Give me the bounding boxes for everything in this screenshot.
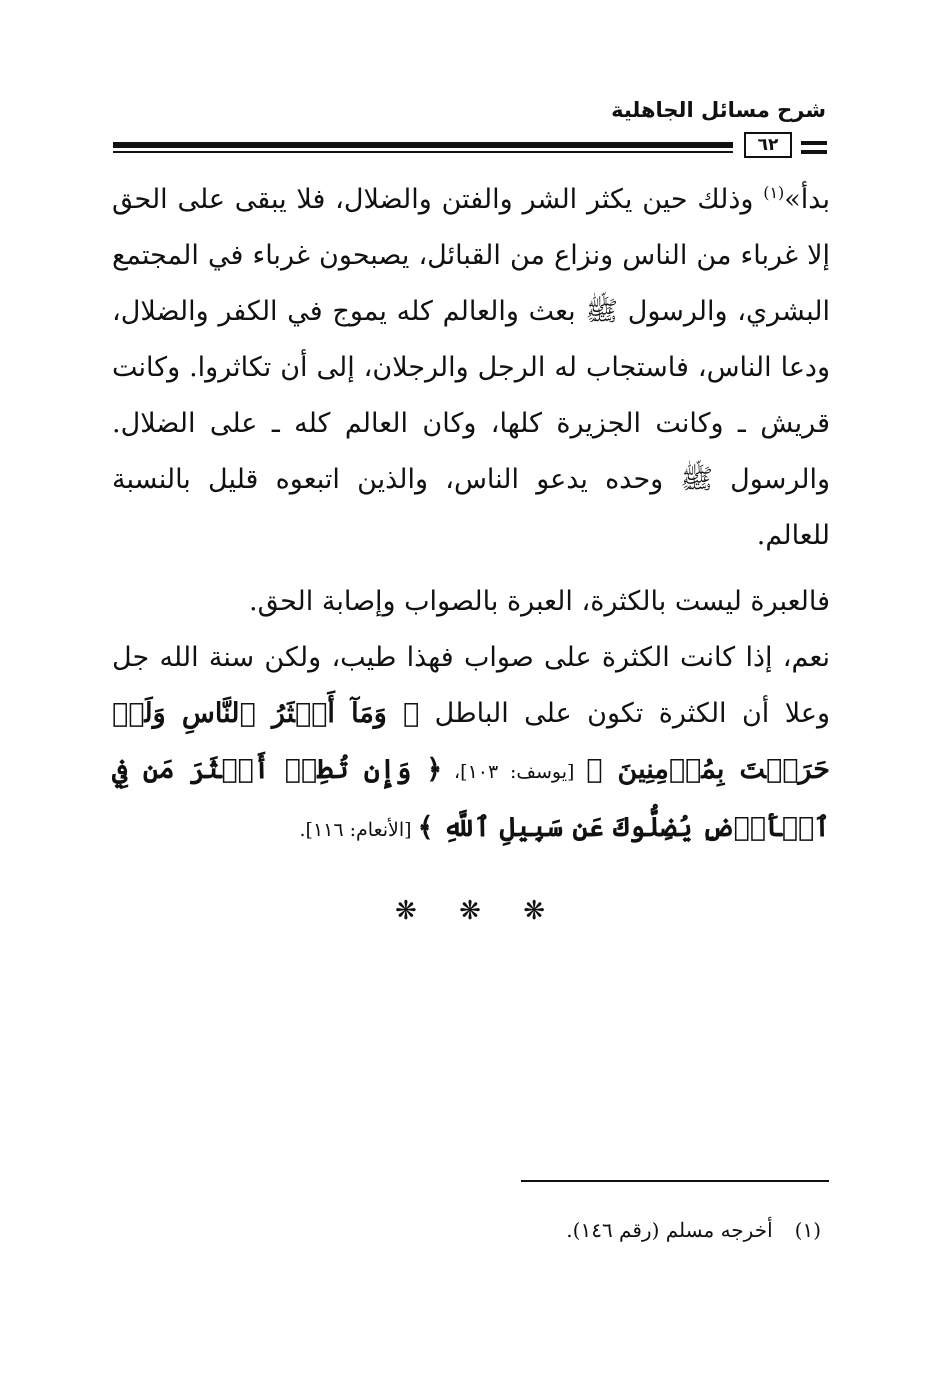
section-separator [395,896,545,926]
body-text [112,172,830,858]
quran-verse-2: ﴿ وَإِن تُطِعۡ أَكۡثَرَ مَن فِي ٱلۡأَرۡضِ يُضِلُّوكَ عَن سَبِيلِ ٱللَّهِ ﴾ [112,754,830,843]
header-rule-thin [113,151,733,153]
footnote-number: (١) [794,1218,821,1242]
header-rule-thick [113,142,733,148]
paragraph-3-text: نعم، إذا كانت الكثرة على صواب فهذا طيب، ولكن سنة الله جل وعلا أن الكثرة تكون على الباطل [112,642,830,729]
verse-reference-2: [الأنعام: ١١٦]. [299,819,418,841]
paragraph-2-text: فالعبرة ليست بالكثرة، العبرة بالصواب وإصابة الحق. [249,586,830,617]
paragraph-2 [112,574,830,630]
quran-verse-1: ﴿ وَمَآ أَكۡثَرُ ٱلنَّاسِ وَلَوۡ حَرَصۡتَ بِمُؤۡمِنِينَ ﴾ [112,698,831,785]
paragraph-1 [112,172,830,564]
separator-star-icon: ❋ [523,896,545,926]
footnote-rule [521,1180,829,1182]
paragraph-3 [112,630,830,858]
footnote-reference[interactable]: (١) [763,183,785,202]
paragraph-1-start: بدأ» [784,184,830,215]
page-number-box: ٦٢ [744,132,792,158]
separator-star-icon: ❋ [459,896,481,926]
verse-reference-1: [يوسف: ١٠٣]، [442,761,587,783]
running-header-title: شرح مسائل الجاهلية [611,98,826,122]
footnote [566,1218,821,1242]
header-dash-top [801,141,827,145]
footnote-text: أخرجه مسلم (رقم ١٤٦). [566,1218,773,1242]
paragraph-1-text: وذلك حين يكثر الشر والفتن والضلال، فلا يبقى على الحق إلا غرباء من الناس ونزاع من القبائل، يصبحون غرباء في المجتمع البشري، والرسول ﷺ بعث والعالم كله يموج في الكفر والضلال، ودعا الناس، فاستجاب له الرجل والرجلان، إلى أن تكاثروا. وكانت قريش ـ وكانت الجزيرة كلها، وكان العالم كله ـ على الضلال. والرسول ﷺ وحده يدعو الناس، والذين اتبعوه قليل بالنسبة للعالم. [112,184,830,551]
header-dash-bottom [801,150,827,154]
separator-star-icon: ❋ [395,896,417,926]
